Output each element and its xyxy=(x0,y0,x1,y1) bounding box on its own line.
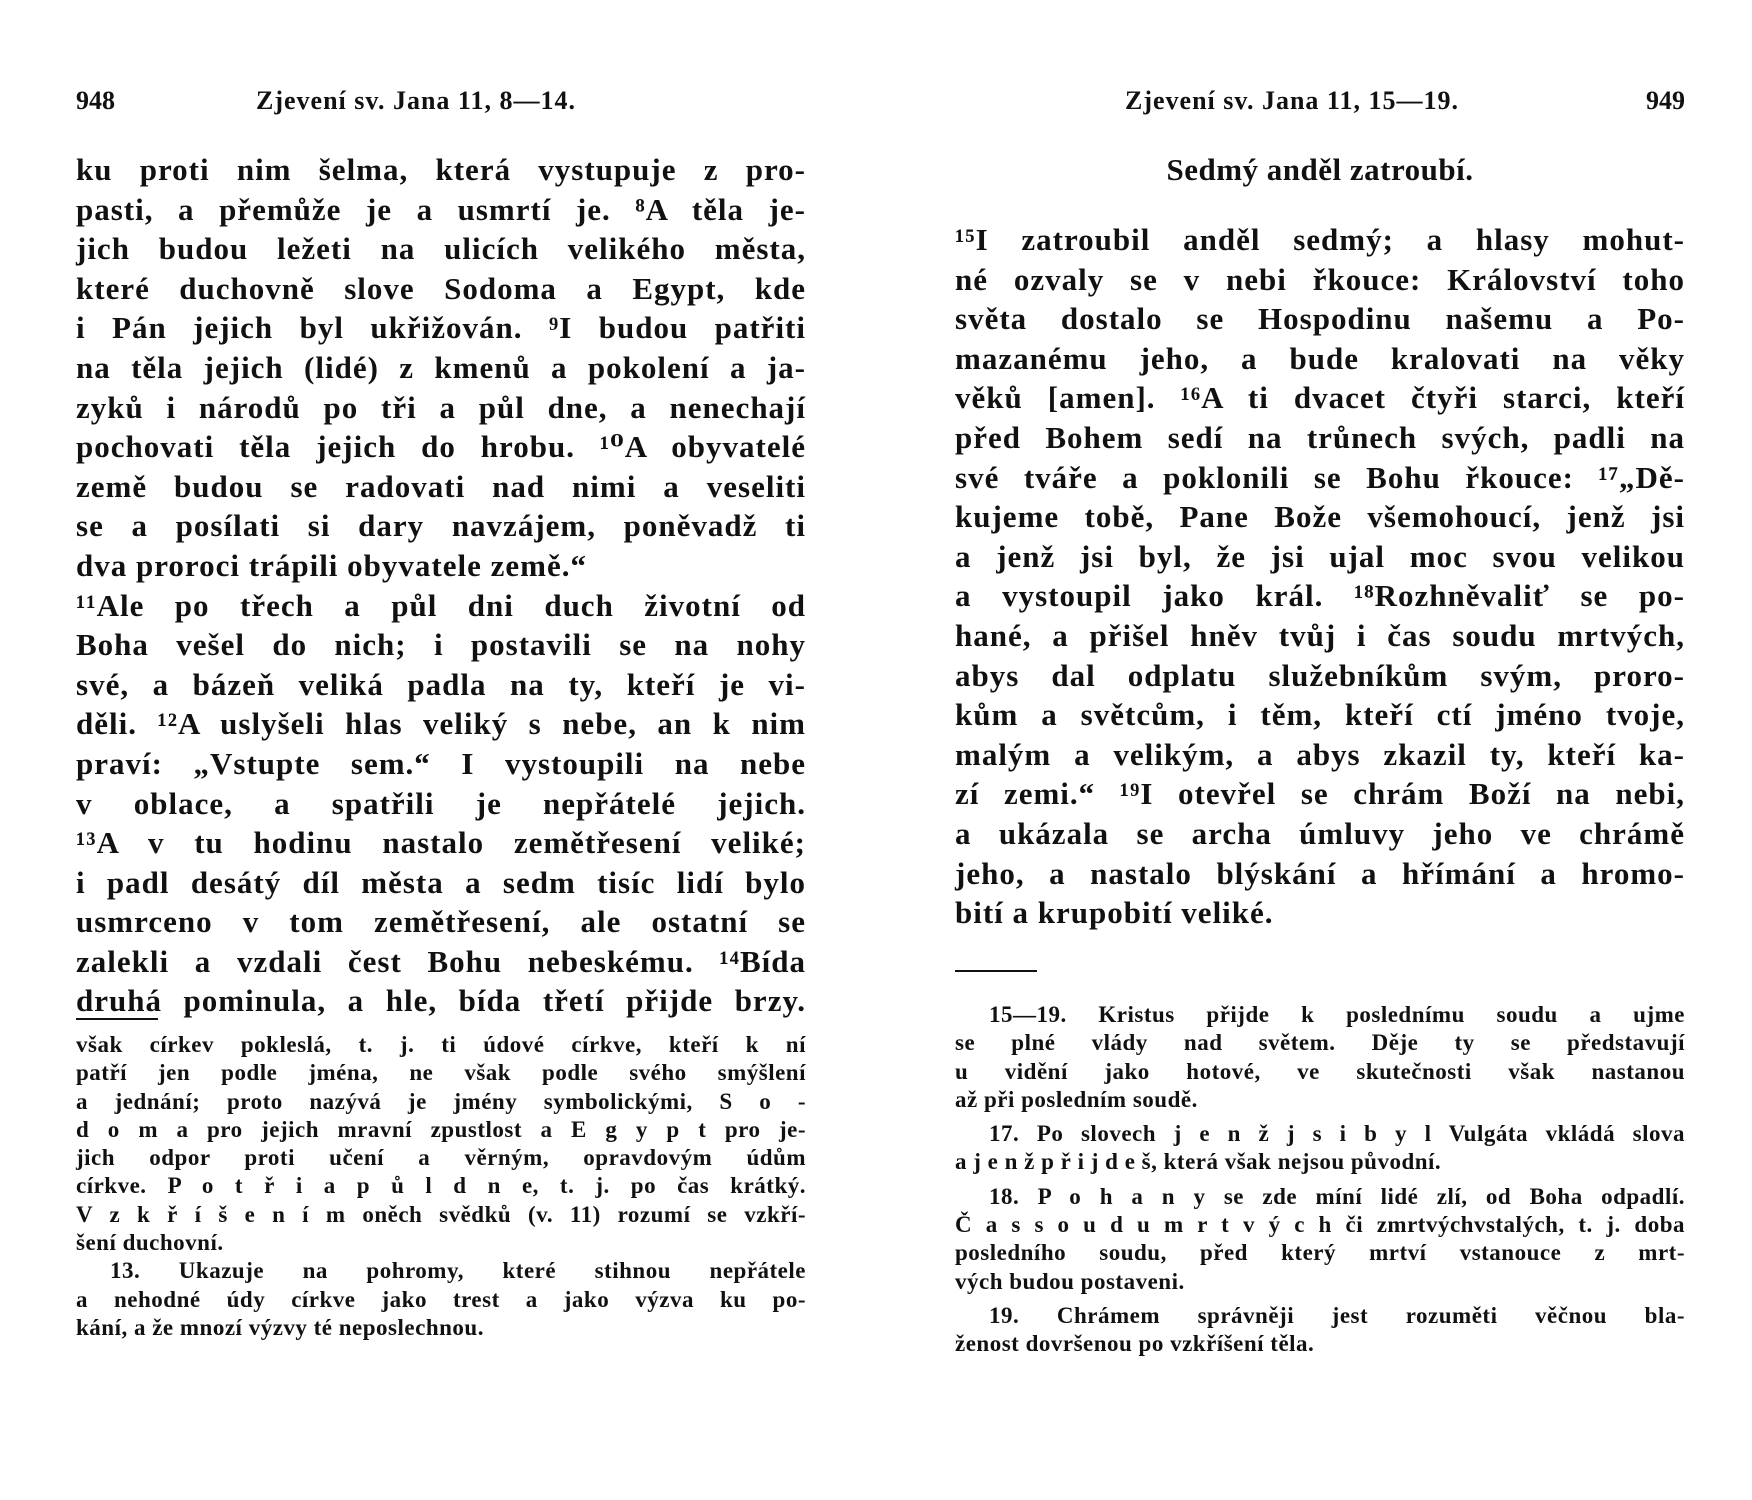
text-line: kujeme tobě, Pane Bože všemohoucí, jenž jsi xyxy=(955,499,1685,535)
footnote-line: jich odpor proti učení a věrným, opravdovým údům xyxy=(76,1145,806,1171)
section-heading: Sedmý anděl zatroubí. xyxy=(1166,152,1474,187)
left-running-head xyxy=(76,86,806,126)
text-line: se a posílati si dary navzájem, poněvadž ti xyxy=(76,508,806,544)
text-line: né ozvaly se v nebi řkouce: Království toho xyxy=(955,261,1685,297)
text-line: Boha vešel do nich; i postavili se na nohy xyxy=(76,627,806,663)
text-line: bití a krupobití veliké. xyxy=(955,895,1274,931)
footnote-line: posledního soudu, před který mrtví vstanouce z mrt- xyxy=(955,1240,1685,1266)
footnote-line: V z k ř í š e n í m oněch svědků (v. 11) rozumí se vzkří- xyxy=(76,1201,806,1227)
text-line: i Pán jejich byl ukřižován. ⁹I budou patřiti xyxy=(76,310,806,346)
text-line: ku proti nim šelma, která vystupuje z pro- xyxy=(76,152,806,187)
footnote-line: 19. Chrámem správněji jest rozuměti věčnou bla- xyxy=(989,1302,1685,1328)
text-line: mazanému jeho, a bude kralovati na věky xyxy=(955,340,1685,376)
footnote-line: patří jen podle jména, ne však podle svého smýšlení xyxy=(76,1060,806,1086)
text-line: zyků i národů po tři a půl dne, a nenechají xyxy=(76,389,806,425)
text-line: ¹⁵I zatroubil anděl sedmý; a hlasy mohut- xyxy=(955,222,1685,257)
text-line: jeho, a nastalo blýskání a hřímání a hromo- xyxy=(955,855,1685,891)
footnote-divider xyxy=(76,1018,158,1020)
footnote-line: a j e n ž p ř i j d e š, která však nejsou původní. xyxy=(955,1149,1442,1175)
right-running-head xyxy=(955,86,1685,126)
footnote-line: 18. P o h a n y se zde míní lidé zlí, od Boha odpadlí. xyxy=(989,1183,1685,1209)
text-line: své tváře a poklonili se Bohu řkouce: ¹⁷„Dě- xyxy=(955,459,1685,495)
left-footnotes xyxy=(76,1031,806,1342)
footnote-line: však církev pokleslá, t. j. ti údové církve, kteří k ní xyxy=(76,1032,806,1057)
right-footnotes xyxy=(955,1001,1685,1359)
text-line: jich budou ležeti na ulicích velikého města, xyxy=(76,231,806,267)
text-line: usmrceno v tom zemětřesení, ale ostatní se xyxy=(76,904,806,940)
footnote-line: d o m a pro jejich mravní zpustlost a E g y p t pro je- xyxy=(76,1116,806,1142)
text-line: věků [amen]. ¹⁶A ti dvacet čtyři starci, kteří xyxy=(955,380,1685,416)
footnote-line: 17. Po slovech j e n ž j s i b y l Vulgáta vkládá slova xyxy=(989,1121,1685,1147)
left-body-text xyxy=(76,150,806,1021)
text-line: a jenž jsi byl, že jsi ujal moc svou velikou xyxy=(955,538,1685,574)
left-running-title: Zjevení sv. Jana 11, 8—14. xyxy=(256,86,576,115)
footnote-line: Č a s s o u d u m r t v ý c h či zmrtvýchvstalých, t. j. doba xyxy=(955,1212,1685,1238)
footnote-line: 13. Ukazuje na pohromy, které stihnou nepřátele xyxy=(110,1258,806,1284)
footnote-line: kání, a že mnozí výzvy té neposlechnou. xyxy=(76,1314,484,1340)
text-line: zí zemi.“ ¹⁹I otevřel se chrám Boží na nebi, xyxy=(955,776,1685,812)
text-line: dva proroci trápili obyvatele země.“ xyxy=(76,547,587,583)
footnote-line: a nehodné údy církve jako trest a jako výzva ku po- xyxy=(76,1286,806,1312)
footnote-line: vých budou postaveni. xyxy=(955,1268,1185,1294)
text-line: na těla jejich (lidé) z kmenů a pokolení a ja- xyxy=(76,349,806,385)
text-line: kům a světcům, i těm, kteří ctí jméno tvoje, xyxy=(955,697,1685,733)
footnote-line: 15—19. Kristus přijde k poslednímu soudu a ujme xyxy=(989,1002,1685,1027)
text-line: světa dostalo se Hospodinu našemu a Po- xyxy=(955,301,1685,337)
footnote-line: církve. P o t ř i a p ů l d n e, t. j. po čas krátký. xyxy=(76,1173,806,1199)
text-line: zalekli a vzdali čest Bohu nebeskému. ¹⁴Bída xyxy=(76,943,806,979)
footnote-divider xyxy=(955,970,1037,972)
footnote-line: u vidění jako hotové, ve skutečnosti však nastanou xyxy=(955,1058,1685,1084)
text-line: praví: „Vstupte sem.“ I vystoupili na nebe xyxy=(76,745,806,781)
footnote-line: až při posledním soudě. xyxy=(955,1086,1198,1112)
text-line: před Bohem sedí na trůnech svých, padli na xyxy=(955,419,1685,455)
text-line: a ukázala se archa úmluvy jeho ve chrámě xyxy=(955,815,1685,851)
left-page-number: 948 xyxy=(76,86,115,115)
text-line: ¹³A v tu hodinu nastalo zemětřesení veliké; xyxy=(76,825,806,861)
text-line: děli. ¹²A uslyšeli hlas veliký s nebe, an k nim xyxy=(76,706,806,742)
text-line: země budou se radovati nad nimi a veseliti xyxy=(76,468,806,504)
text-line: pasti, a přemůže je a usmrtí je. ⁸A těla je- xyxy=(76,191,806,227)
text-line: hané, a přišel hněv tvůj i čas soudu mrtvých, xyxy=(955,617,1685,653)
text-line: druhá pominula, a hle, bída třetí přijde brzy. xyxy=(76,983,806,1019)
text-line: i padl desátý díl města a sedm tisíc lidí bylo xyxy=(76,864,806,900)
text-line: abys dal odplatu služebníkům svým, proro- xyxy=(955,657,1685,693)
right-page-number: 949 xyxy=(1646,86,1685,115)
footnote-line: a jednání; proto nazývá je jmény symbolickými, S o - xyxy=(76,1088,806,1114)
text-line: pochovati těla jejich do hrobu. ¹⁰A obyvatelé xyxy=(76,429,806,465)
text-line: v oblace, a spatřili je nepřátelé jejich. xyxy=(76,785,806,821)
text-line: ¹¹Ale po třech a půl dni duch životní od xyxy=(76,587,806,623)
right-body-text xyxy=(955,220,1685,933)
text-line: své, a bázeň veliká padla na ty, kteří je vi- xyxy=(76,666,806,702)
text-line: malým a velikým, a abys zkazil ty, kteří ka- xyxy=(955,736,1685,772)
right-running-title: Zjevení sv. Jana 11, 15—19. xyxy=(1125,86,1459,115)
footnote-line: ženost dovršenou po vzkříšení těla. xyxy=(955,1331,1315,1357)
footnote-line: se plné vlády nad světem. Děje ty se představují xyxy=(955,1030,1685,1056)
footnote-line: šení duchovní. xyxy=(76,1230,224,1256)
text-line: které duchovně slove Sodoma a Egypt, kde xyxy=(76,270,806,306)
text-line: a vystoupil jako král. ¹⁸Rozhněvaliť se po- xyxy=(955,578,1685,614)
